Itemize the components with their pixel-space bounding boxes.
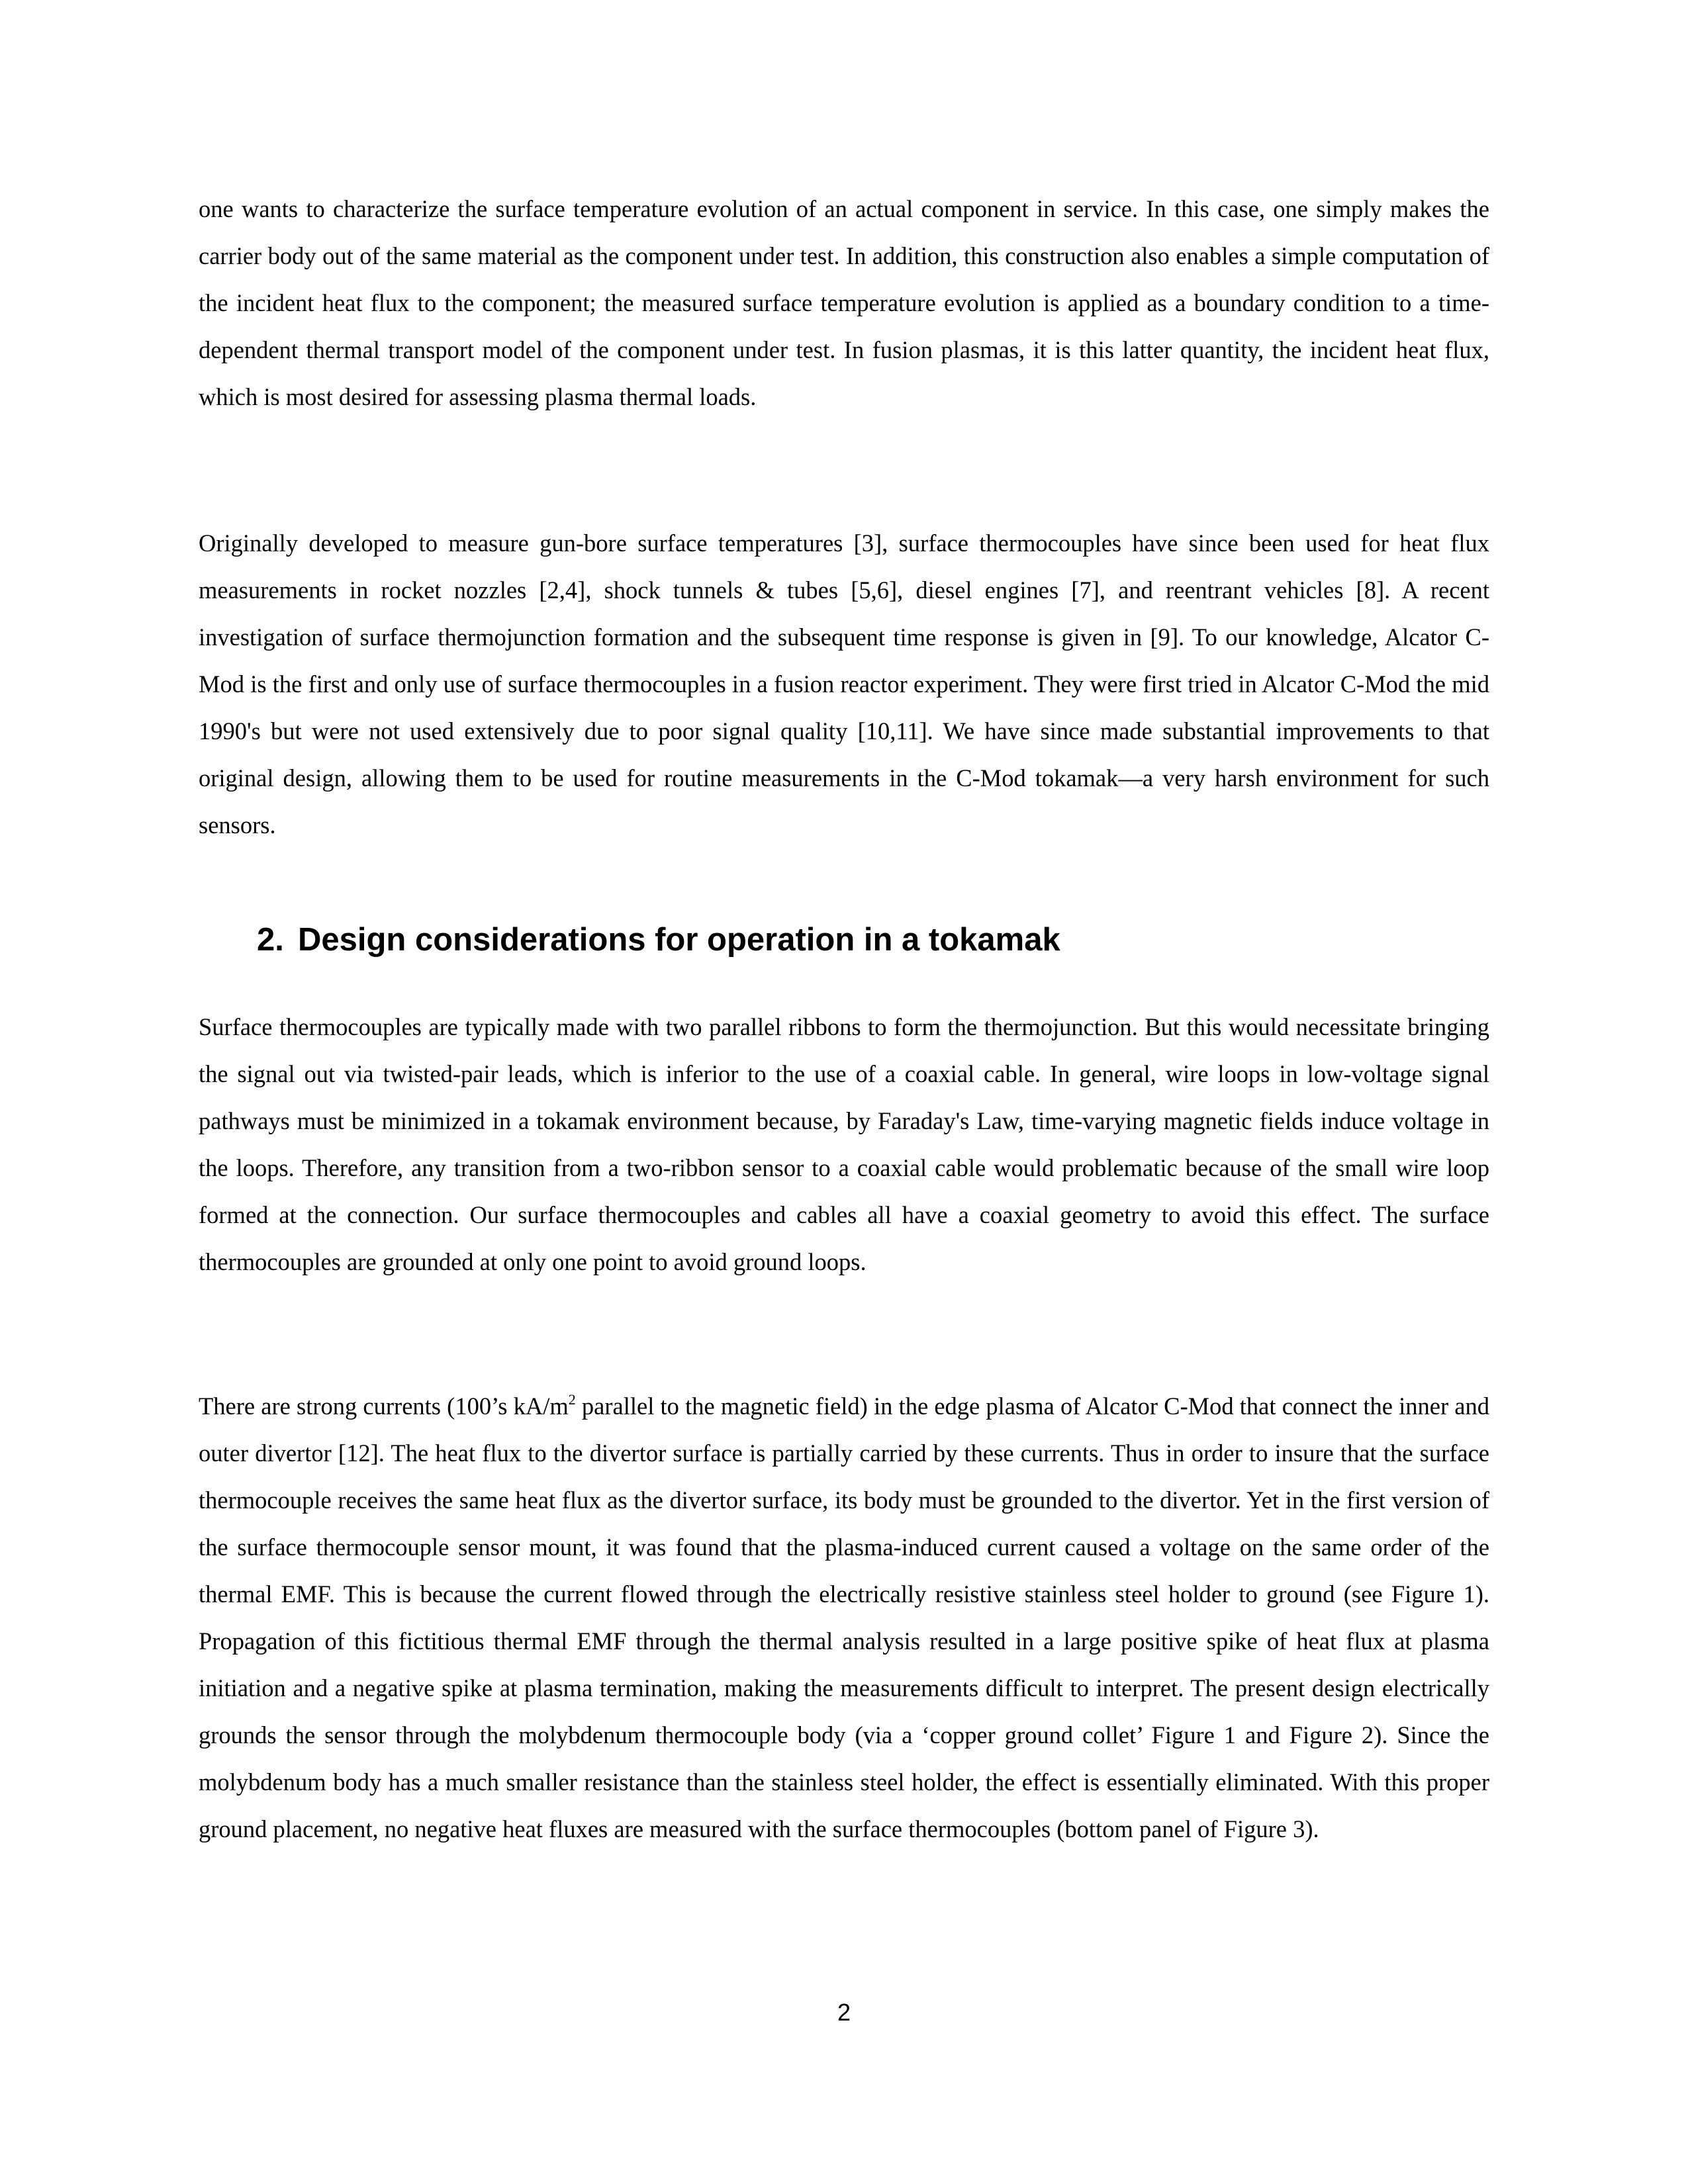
section-title: Design considerations for operation in a tokamak [298,922,1060,958]
body-paragraph [199,1383,1489,1852]
body-paragraph: Originally developed to measure gun-bore surface temperatures [3], surface thermocouples have since been used for heat flux measurements in rocket nozzles [2,4], shock tunnels & tubes [5,6], diesel engines [7], and reentrant vehicles [8]. A recent investigation of surface thermojunction formation and the subsequent time response is given in [9]. To our knowledge, Alcator C-Mod is the first and only use of surface thermocouples in a fusion reactor experiment. They were first tried in Alcator C-Mod the mid 1990's but were not used extensively due to poor signal quality [10,11]. We have since made substantial improvements to that original design, allowing them to be used for routine measurements in the C-Mod tokamak—a very harsh environment for such sensors. [199,529,1489,839]
body-paragraph: one wants to characterize the surface temperature evolution of an actual component in service. In this case, one simply makes the carrier body out of the same material as the component under test. In addition, this construction also enables a simple computation of the incident heat flux to the component; the measured surface temperature evolution is applied as a boundary condition to a time-dependent thermal transport model of the component under test. In fusion plasmas, it is this latter quantity, the incident heat flux, which is most desired for assessing plasma thermal loads. [199,195,1489,410]
body-paragraph: Surface thermocouples are typically made with two parallel ribbons to form the thermojunction. But this would necessitate bringing the signal out via twisted-pair leads, which is inferior to the use of a coaxial cable. In general, wire loops in low-voltage signal pathways must be minimized in a tokamak environment because, by Faraday's Law, time-varying magnetic fields induce voltage in the loops. Therefore, any transition from a two-ribbon sensor to a coaxial cable would problematic because of the small wire loop formed at the connection. Our surface thermocouples and cables all have a coaxial geometry to avoid this effect. The surface thermocouples are grounded at only one point to avoid ground loops. [199,1013,1489,1275]
section-heading [257,917,1060,963]
paragraph-text: parallel to the magnetic field) in the edge plasma of Alcator C-Mod that connect the inner and outer divertor [12]. The heat flux to the divertor surface is partially carried by these currents. Thus in order to insure that the surface thermocouple receives the same heat flux as the divertor surface, its body must be grounded to the divertor. Yet in the first version of the surface thermocouple sensor mount, it was found that the plasma-induced current caused a voltage on the same order of the thermal EMF. This is because the current flowed through the electrically resistive stainless steel holder to ground (see Figure 1). Propagation of this fictitious thermal EMF through the thermal analysis resulted in a large positive spike of heat flux at plasma initiation and a negative spike at plasma termination, making the measurements difficult to interpret. The present design electrically grounds the sensor through the molybdenum thermocouple body (via a ‘copper ground collet’ Figure 1 and Figure 2). Since the molybdenum body has a much smaller resistance than the stainless steel holder, the effect is essentially eliminated. With this proper ground placement, no negative heat fluxes are measured with the surface thermocouples (bottom panel of Figure 3). [199,1392,1489,1843]
page-number: 2 [837,1999,851,2026]
paragraph-text: There are strong currents (100’s kA/m [199,1392,569,1420]
section-number: 2. [257,922,284,958]
superscript: 2 [568,1391,576,1408]
